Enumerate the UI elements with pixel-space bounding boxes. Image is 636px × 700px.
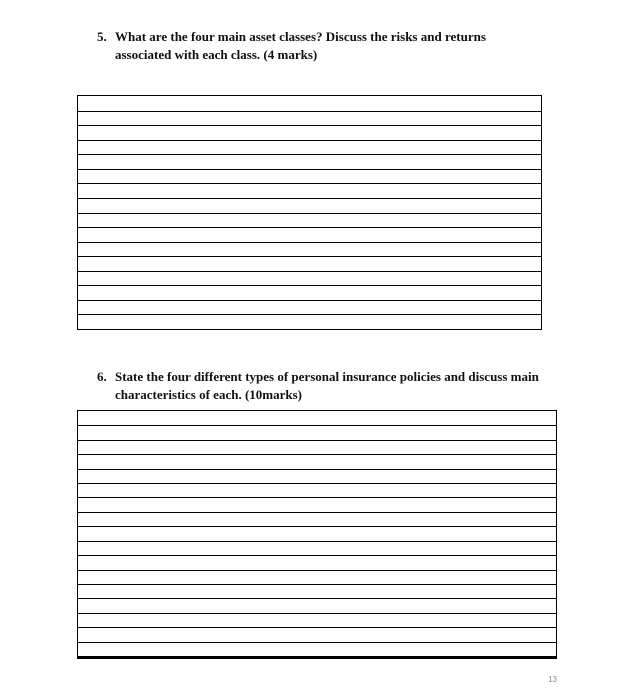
ruled-line [78, 584, 556, 585]
ruled-line [78, 213, 541, 214]
answer-box-question-6[interactable] [77, 410, 557, 659]
ruled-line [78, 454, 556, 455]
ruled-line [78, 183, 541, 184]
ruled-line [78, 154, 541, 155]
ruled-line [78, 271, 541, 272]
ruled-line [78, 285, 541, 286]
ruled-line [78, 512, 556, 513]
ruled-line [78, 483, 556, 484]
ruled-line [78, 627, 556, 628]
ruled-line [78, 526, 556, 527]
ruled-line [78, 497, 556, 498]
ruled-line [78, 598, 556, 599]
ruled-line [78, 642, 556, 643]
ruled-line [78, 300, 541, 301]
ruled-line [78, 198, 541, 199]
question-6 [97, 368, 557, 404]
ruled-line [78, 242, 541, 243]
ruled-line [78, 440, 556, 441]
ruled-line [78, 469, 556, 470]
ruled-line [78, 169, 541, 170]
question-5-number: 5. [97, 29, 107, 44]
answer-box-question-5[interactable] [77, 95, 542, 330]
question-6-text: State the four different types of personal insurance policies and discuss main characteristics of each. (10marks) [115, 369, 539, 402]
ruled-line [78, 125, 541, 126]
ruled-line [78, 140, 541, 141]
question-5-text: What are the four main asset classes? Discuss the risks and returns associated with each class. (4 marks) [115, 29, 486, 62]
page-number: 13 [548, 675, 557, 684]
question-5 [97, 28, 537, 64]
ruled-line [78, 541, 556, 542]
ruled-line [78, 111, 541, 112]
ruled-line [78, 425, 556, 426]
ruled-line [78, 256, 541, 257]
ruled-line [78, 570, 556, 571]
ruled-line [78, 227, 541, 228]
ruled-line [78, 613, 556, 614]
ruled-line [78, 555, 556, 556]
ruled-line [78, 314, 541, 315]
question-6-number: 6. [97, 369, 107, 384]
